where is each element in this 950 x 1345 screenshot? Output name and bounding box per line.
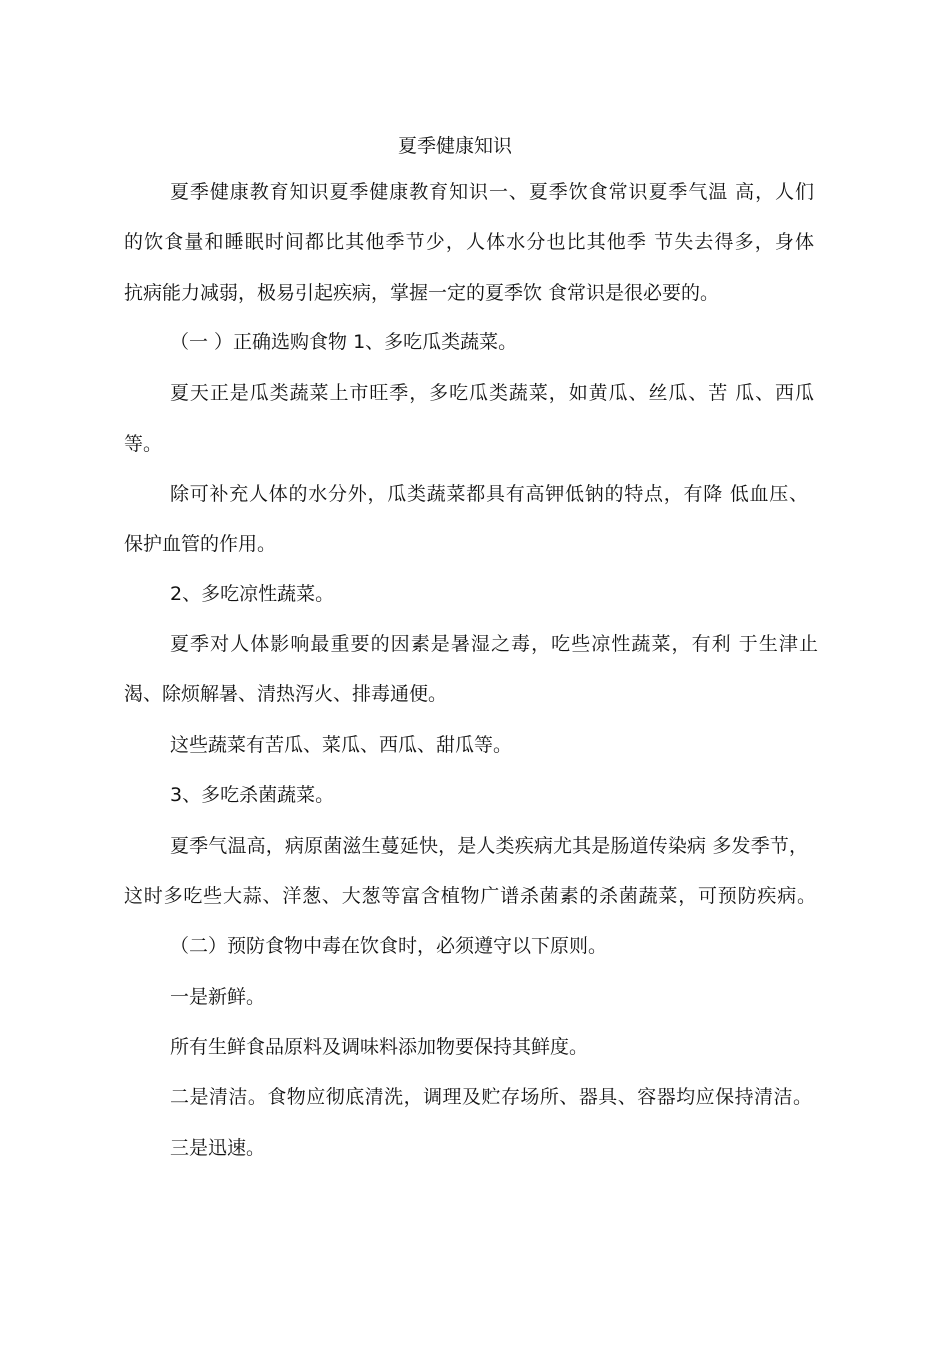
paragraph-line: 的饮食量和睡眠时间都比其他季节少，人体水分也比其他季 节失去得多，身体 (124, 231, 814, 253)
paragraph-line: 抗病能力减弱，极易引起疾病，掌握一定的夏季饮 食常识是很必要的。 (124, 282, 720, 304)
paragraph-line: 这些蔬菜有苦瓜、菜瓜、西瓜、甜瓜等。 (170, 734, 513, 756)
paragraph-line: 这时多吃些大蒜、洋葱、大葱等富含植物广谱杀菌素的杀菌蔬菜，可预防疾病。 (124, 885, 816, 907)
paragraph-line: 渴、除烦解暑、清热泻火、排毒通便。 (124, 683, 448, 705)
paragraph-line: 夏季气温高，病原菌滋生蔓延快，是人类疾病尤其是肠道传染病 多发季节， (170, 835, 808, 857)
subsection-heading: 3、多吃杀菌蔬菜。 (170, 784, 335, 806)
paragraph-line: 一是新鲜。 (170, 986, 266, 1008)
paragraph-line: 夏天正是瓜类蔬菜上市旺季，多吃瓜类蔬菜，如黄瓜、丝瓜、苦 瓜、西瓜 (170, 382, 814, 404)
paragraph-line: 保护血管的作用。 (124, 533, 277, 555)
document-title: 夏季健康知识 (397, 135, 512, 157)
paragraph-line: 二是清洁。食物应彻底清洗，调理及贮存场所、器具、容器均应保持清洁。 (170, 1086, 812, 1108)
subsection-heading: 2、多吃凉性蔬菜。 (170, 583, 335, 605)
paragraph-line: 所有生鲜食品原料及调味料添加物要保持其鲜度。 (170, 1036, 589, 1058)
paragraph-line: 除可补充人体的水分外，瓜类蔬菜都具有高钾低钠的特点，有降 低血压、 (170, 483, 808, 505)
paragraph-line: 夏季健康教育知识夏季健康教育知识一、夏季饮食常识夏季气温 高，人们 (170, 181, 814, 203)
paragraph-line: 等。 (124, 433, 163, 455)
section-heading: （一 ）正确选购食物 1、多吃瓜类蔬菜。 (170, 331, 518, 353)
paragraph-line: 夏季对人体影响最重要的因素是暑湿之毒，吃些凉性蔬菜，有利 于生津止 (170, 633, 818, 655)
paragraph-line: 三是迅速。 (170, 1137, 266, 1159)
section-heading: （二）预防食物中毒在饮食时，必须遵守以下原则。 (170, 935, 608, 957)
